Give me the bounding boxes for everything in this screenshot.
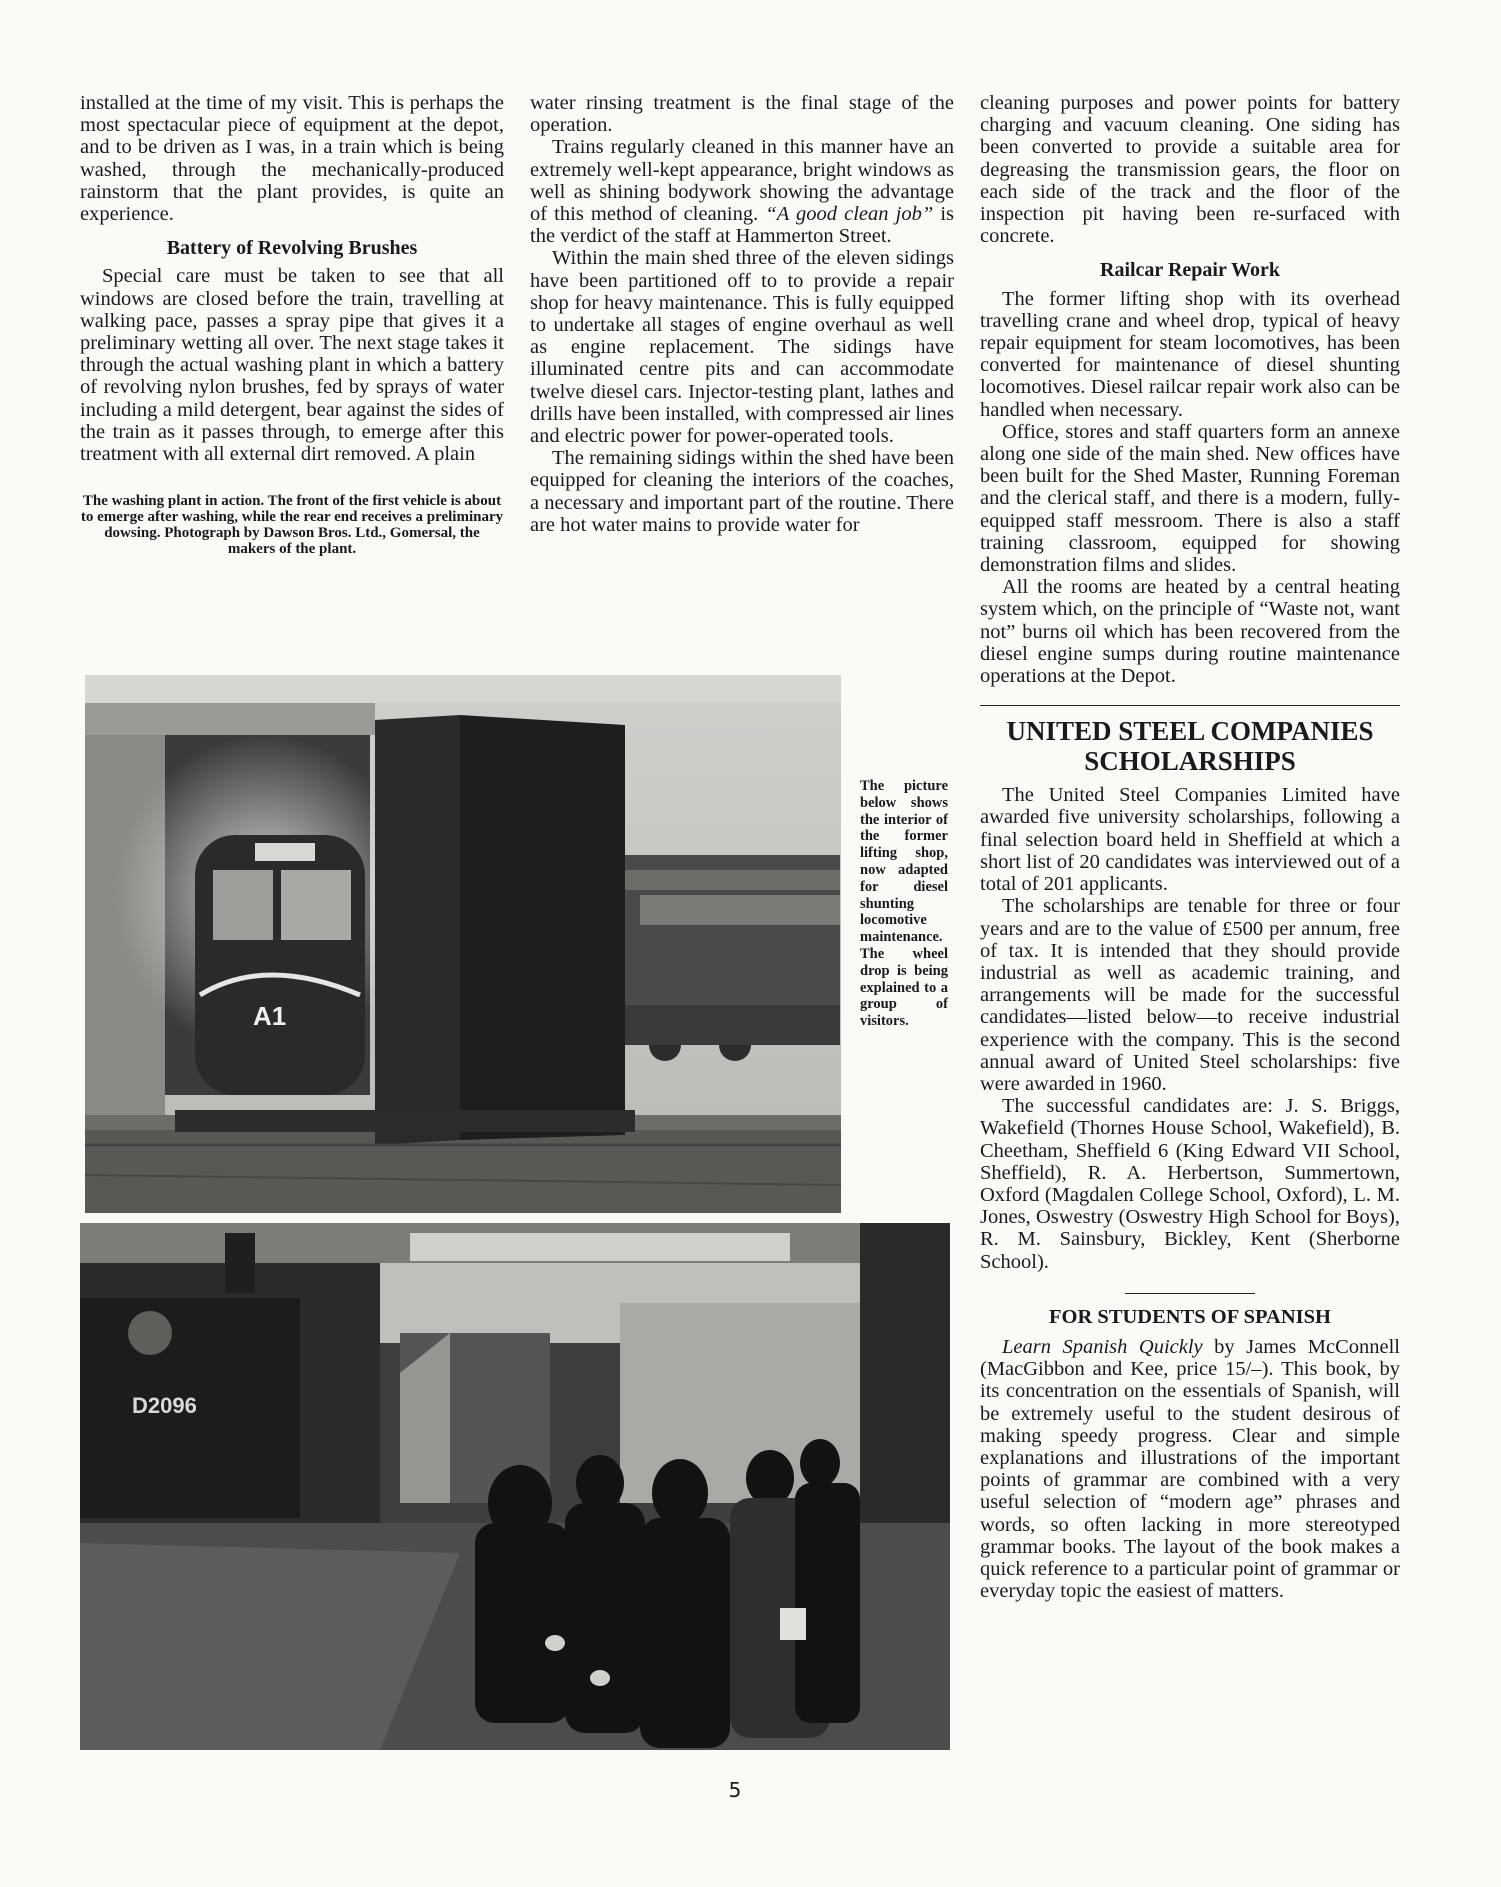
col1-paragraph-2: Special care must be taken to see that all windows are closed before the train, travelling at walking pace, passes a spray pipe that gives it a preliminary wetting all over. The next stage takes it through the actual washing plant in which a battery of revolving nylon brushes, fed by sprays of water including a mild detergent, bear against the sides of the train as it passes through, to emerge after this treatment with all external dirt removed. A plain <box>80 265 504 466</box>
washing-plant-illustration <box>85 675 841 1213</box>
column-2 <box>530 92 954 536</box>
scholarships-heading: UNITED STEEL COMPANIES SCHOLARSHIPS <box>1006 716 1374 777</box>
col2-paragraph-1: water rinsing treatment is the final stage of the operation. <box>530 92 954 137</box>
spanish-review-text: by James McConnell (MacGibbon and Kee, price 15/–). This book, by its concentration on the essentials of Spanish, will be extremely useful to the student desirous of making speedy progress. Clear and simple explanations and illustrations of the important points of grammar are combined with a very useful selection of “modern age” phrases and words, so often lacking in more stereotyped grammar books. The layout of the book makes a quick reference to a particular point of grammar or everyday topic the easiest of matters. <box>980 1335 1400 1603</box>
spanish-heading: FOR STUDENTS OF SPANISH <box>1049 1305 1331 1328</box>
loco-number: D2096 <box>132 1393 197 1418</box>
col3-paragraph-4: All the rooms are heated by a central heating system which, on the principle of “Waste not, want not” burns oil which has been recovered from the diesel engine sumps during routine maintenance operations at the Depot. <box>980 576 1400 688</box>
col1-paragraph-1: installed at the time of my visit. This is perhaps the most spectacular piece of equipment at the depot, and to be driven as I was, in a train which is being washed, through the mechanically-produced rainstorm that the plant provides, is quite an experience. <box>80 92 504 226</box>
col3-paragraph-1: cleaning purposes and power points for battery charging and vacuum cleaning. One siding has been converted to provide a suitable area for degreasing the transmission gears, the floor on each side of the track and the floor of the inspection pit having been re-surfaced with concrete. <box>980 92 1400 248</box>
page-number: 5 <box>728 1778 742 1802</box>
short-divider <box>1125 1293 1255 1294</box>
lifting-shop-illustration <box>80 1223 950 1750</box>
spanish-book-title: Learn Spanish Quickly <box>1002 1335 1203 1358</box>
column-3 <box>980 92 1400 1602</box>
col2-paragraph-3: Within the main shed three of the eleven sidings have been partitioned off to to provide a repair shop for heavy maintenance. This is fully equipped to undertake all stages of engine overhaul as well as engine replacement. The sidings have illuminated centre pits and can accommodate twelve diesel cars. Injector-testing plant, lathes and drills have been installed, with compressed air lines and electric power for power-operated tools. <box>530 247 954 448</box>
column-1 <box>80 92 504 557</box>
col2-paragraph-2 <box>530 136 954 247</box>
col3-paragraph-3: Office, stores and staff quarters form an annexe along one side of the main shed. New offices have been built for the Shed Master, Running Foreman and the clerical staff, and there is a modern, fully-equipped staff messroom. There is also a staff training classroom, equipped for showing demonstration films and slides. <box>980 420 1400 577</box>
section-heading-brushes: Battery of Revolving Brushes <box>166 237 418 260</box>
col2-quote: “A good clean job” <box>765 203 934 226</box>
photo-caption-lifting-shop: The picture below shows the interior of the former lifting shop, now adapted for diesel shunting locomotive maintenance. The wheel drop is being explained to a group of visitors. <box>860 778 948 1030</box>
lifting-shop-photo <box>80 1223 950 1750</box>
cab-plate: A1 <box>253 1001 287 1031</box>
scholarships-paragraph-1: The United Steel Companies Limited have awarded five university scholarships, following a final selection board held in Sheffield at which a short list of 20 candidates was interviewed out of a total of 201 applicants. <box>980 784 1400 896</box>
col2-paragraph-2-b: is the verdict of the staff at Hammerton Street. <box>530 203 954 248</box>
section-divider <box>980 705 1400 706</box>
photo-caption-washing: The washing plant in action. The front of the first vehicle is about to emerge after washing, while the rear end receives a preliminary dowsing. Photograph by Dawson Bros. Ltd., Gomersal, the makers of the plant. <box>80 493 504 558</box>
spanish-review <box>980 1336 1400 1602</box>
col2-paragraph-4: The remaining sidings within the shed have been equipped for cleaning the interiors of the coaches, a necessary and important part of the routine. There are hot water mains to provide water for <box>530 447 954 536</box>
col2-paragraph-2-a: Trains regularly cleaned in this manner have an extremely well-kept appearance, bright windows as well as shining bodywork showing the advantage of this method of cleaning. <box>530 136 954 226</box>
washing-plant-photo <box>85 675 841 1213</box>
scholarships-paragraph-3: The successful candidates are: J. S. Briggs, Wakefield (Thornes House School, Wakefield), B. Cheetham, Sheffield 6 (King Edward VII School, Sheffield), R. A. Herbertson, Summertown, Oxford (Magdalen College School, Oxford), L. M. Jones, Oswestry (Oswestry High School for Boys), R. M. Sainsbury, Bickley, Kent (Sherborne School). <box>980 1095 1400 1273</box>
scholarships-paragraph-2: The scholarships are tenable for three or four years and are to the value of £500 per annum, free of tax. It is intended that they should provide industrial as well as academic training, and arrangements will be made for the successful candidates—listed below—to receive industrial experience with the company. This is the second annual award of United Steel scholarships: five were awarded in 1960. <box>980 895 1400 1095</box>
section-heading-railcar: Railcar Repair Work <box>1100 259 1280 282</box>
col3-paragraph-2: The former lifting shop with its overhead travelling crane and wheel drop, typical of heavy repair equipment for steam locomotives, has been converted for maintenance of diesel shunting locomotives. Diesel railcar repair work also can be handled when necessary. <box>980 287 1400 421</box>
